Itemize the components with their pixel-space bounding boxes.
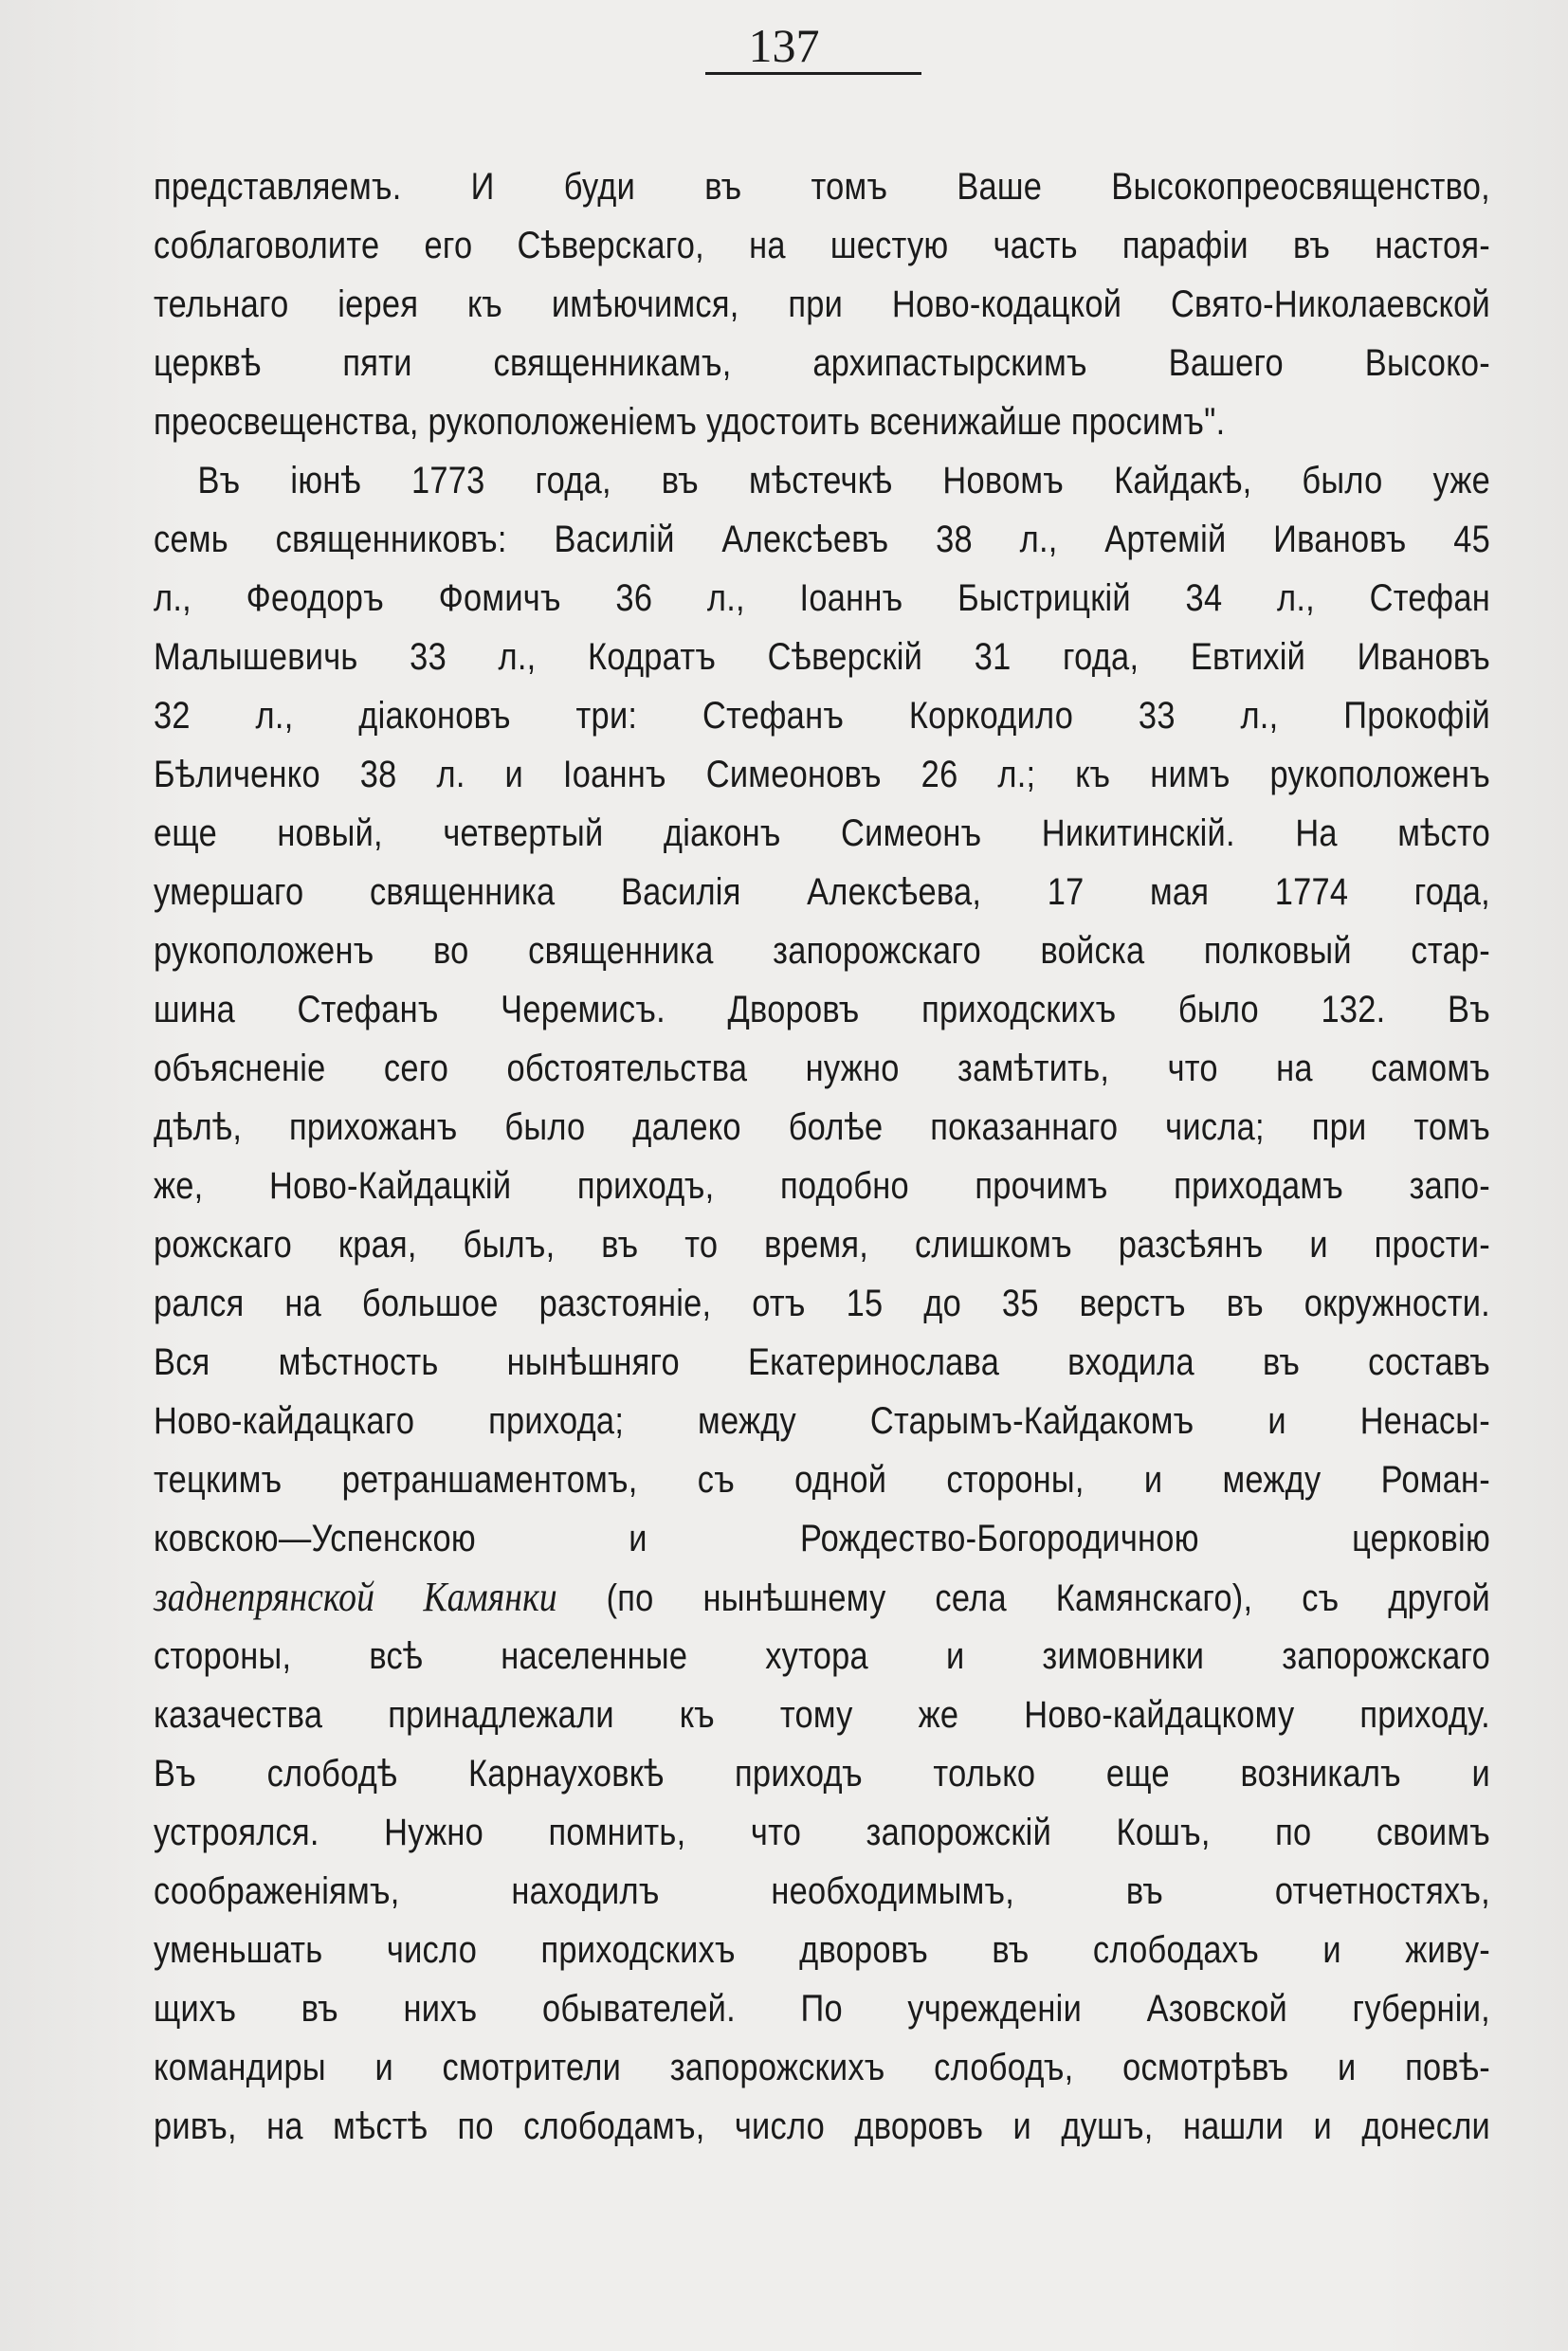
text-line: л., Феодоръ Фомичъ 36 л., Іоаннъ Быстрицкій 34 л., Стефан <box>154 577 1490 619</box>
text-line: щихъ въ нихъ обывателей. По учрежденіи Азовской губерніи, <box>154 1988 1490 2030</box>
text-line: устроялся. Нужно помнить, что запорожскій Кошъ, по своимъ <box>154 1812 1490 1853</box>
text-line: тельнаго іерея къ имѣючимся, при Ново-кодацкой Свято-Николаевской <box>154 283 1490 325</box>
text-line-rest: (по нынѣшнему села Камянскаго), съ другой <box>556 1577 1490 1619</box>
text-line: дѣлѣ, прихожанъ было далеко болѣе показаннаго числа; при томъ <box>154 1106 1490 1148</box>
text-line: Въ слободѣ Карнауховкѣ приходъ только еще возникалъ и <box>154 1753 1490 1795</box>
text-line: соблаговолите его Сѣверскаго, на шестую часть парафіи въ настоя- <box>154 225 1490 266</box>
paragraph-first-line: Въ іюнѣ 1773 года, въ мѣстечкѣ Новомъ Кайдакѣ, было уже <box>197 460 1490 501</box>
text-line: Вся мѣстность нынѣшняго Екатеринослава входила въ составъ <box>154 1341 1490 1383</box>
page-number-underline <box>705 72 921 75</box>
text-line: рукоположенъ во священника запорожскаго войска полковый стар- <box>154 930 1490 972</box>
text-line: Ново-кайдацкаго прихода; между Старымъ-Кайдакомъ и Ненасы- <box>154 1400 1490 1442</box>
text-line: командиры и смотрители запорожскихъ слободъ, осмотрѣвъ и повѣ- <box>154 2047 1490 2088</box>
text-line: же, Ново-Кайдацкій приходъ, подобно прочимъ приходамъ запо- <box>154 1165 1490 1207</box>
text-line: ривъ, на мѣстѣ по слободамъ, число дворовъ и душъ, нашли и донесли <box>154 2105 1490 2147</box>
text-line: рожскаго края, былъ, въ то время, слишкомъ разсѣянъ и прости- <box>154 1224 1490 1266</box>
text-line: соображеніямъ, находилъ необходимымъ, въ отчетностяхъ, <box>154 1870 1490 1912</box>
text-line-with-italic <box>154 1568 1490 1627</box>
text-line: казачества принадлежали къ тому же Ново-кайдацкому приходу. <box>154 1694 1490 1736</box>
text-line: рался на большое разстояніе, отъ 15 до 35 верстъ въ окружности. <box>154 1283 1490 1324</box>
text-line: умершаго священника Василія Алексѣева, 17 мая 1774 года, <box>154 871 1490 913</box>
text-line: стороны, всѣ населенные хутора и зимовники запорожскаго <box>154 1635 1490 1677</box>
text-line: 32 л., діаконовъ три: Стефанъ Коркодило 33 л., Прокофій <box>154 695 1490 737</box>
text-line: представляемъ. И буди въ томъ Ваше Высокопреосвященство, <box>154 166 1490 208</box>
text-line: тецкимъ ретраншаментомъ, съ одной стороны, и между Роман- <box>154 1459 1490 1501</box>
text-line: уменьшать число приходскихъ дворовъ въ слободахъ и живу- <box>154 1929 1490 1971</box>
text-line: Малышевичь 33 л., Кодратъ Сѣверскій 31 года, Евтихій Ивановъ <box>154 636 1490 678</box>
text-line: объясненіе сего обстоятельства нужно замѣтить, что на самомъ <box>154 1048 1490 1089</box>
text-line: шина Стефанъ Черемисъ. Дворовъ приходскихъ было 132. Въ <box>154 989 1490 1030</box>
text-line: Бѣличенко 38 л. и Іоаннъ Симеоновъ 26 л.; къ нимъ рукоположенъ <box>154 754 1490 795</box>
text-line: еще новый, четвертый діаконъ Симеонъ Никитинскій. На мѣсто <box>154 812 1490 854</box>
italic-place-name: заднепрянской Камянки <box>154 1574 557 1620</box>
text-line: преосвещенства, рукоположенiемъ удостоить всенижайше просимъ". <box>154 401 1226 443</box>
text-line: ковскою—Успенскою и Рождество-Богородичною церковію <box>154 1518 1490 1559</box>
page-number: 137 <box>748 19 820 72</box>
text-line: церквѣ пяти священникамъ, архипастырскимъ Вашего Высоко- <box>154 342 1490 384</box>
text-line: семь священниковъ: Василій Алексѣевъ 38 л., Артемій Ивановъ 45 <box>154 519 1490 560</box>
